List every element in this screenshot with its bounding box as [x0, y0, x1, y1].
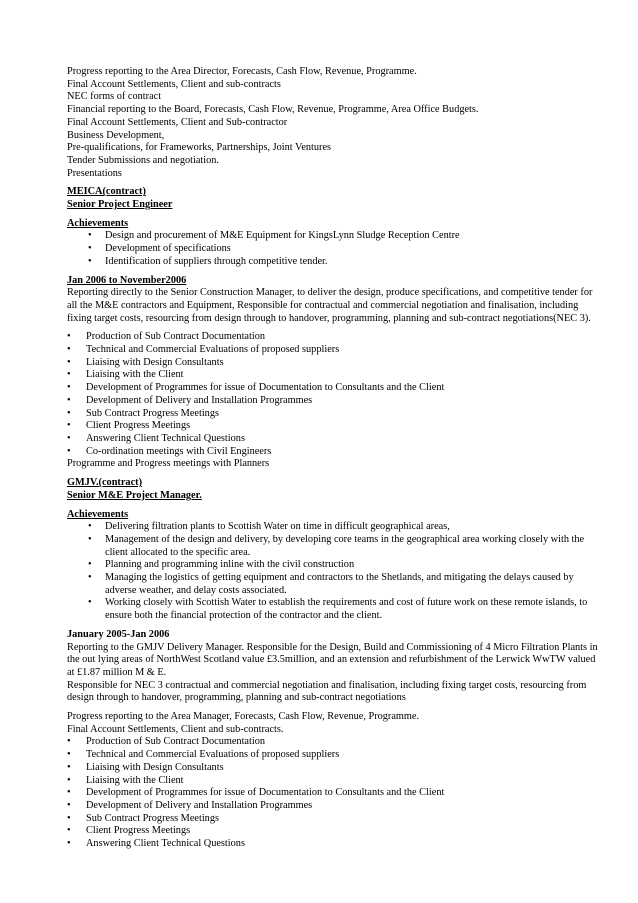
intro-line: Presentations: [67, 167, 122, 179]
list-item: • Answering Client Technical Questions: [67, 433, 577, 446]
paragraph-line: Reporting to the GMJV Delivery Manager. Responsible for the Design, Build and Commissioning of 4 Micro Filtration Plants in: [67, 641, 598, 653]
list-item: • Development of Delivery and Installation Programmes: [67, 800, 577, 813]
list-item: • Liaising with the Client: [67, 775, 577, 788]
list-item-line: client allocated to the specific area.: [105, 546, 251, 558]
paragraph-line: the out lying areas of NorthWest Scotland value £3.5million, and an extension and refurbishment of the Lerwick WwTW valued: [67, 654, 596, 666]
paragraph-line: at £1.87 million M & E.: [67, 666, 167, 678]
job-title: Senior Project Engineer: [67, 199, 173, 211]
list-item: [67, 597, 588, 622]
list-item: • Liaising with the Client: [67, 369, 577, 382]
list-item: [67, 559, 577, 572]
period-heading: January 2005-Jan 2006: [67, 628, 170, 640]
intro-line: Business Development,: [67, 129, 165, 141]
intro-line: NEC forms of contract: [67, 91, 162, 103]
list-item: • Liaising with Design Consultants: [67, 357, 577, 370]
list-item: • Development of Delivery and Installation Programmes: [67, 395, 577, 408]
list-item: • Answering Client Technical Questions: [67, 838, 577, 851]
jan2005-section: [67, 628, 598, 851]
paragraph-line: fixing target costs, resourcing from design through to handover, programming, planning and sub-contract negotiations(NEC 3).: [67, 312, 591, 324]
list-item: • Design and procurement of M&E Equipment for KingsLynn Sludge Reception Centre: [67, 230, 577, 243]
intro-line: Financial reporting to the Board, Forecasts, Cash Flow, Revenue, Programme, Area Office Budgets.: [67, 104, 479, 116]
achievements-list: [67, 230, 577, 268]
list-item: • Client Progress Meetings: [67, 825, 577, 838]
intro-section: [67, 66, 577, 180]
jan2006-section: [67, 274, 593, 472]
list-item-line: • Working closely with Scottish Water to establish the requirements and cost of future work on these remote islands, to: [105, 597, 588, 609]
paragraph-line: design through to handover, programming, planning and sub-contract negotiations: [67, 692, 406, 704]
duties-list: [67, 331, 577, 458]
list-item: • Production of Sub Contract Documentation: [67, 331, 577, 344]
closing-line: Programme and Progress meetings with Planners: [67, 458, 270, 470]
list-item: • Development of Programmes for issue of Documentation to Consultants and the Client: [67, 787, 577, 800]
list-item: • Sub Contract Progress Meetings: [67, 813, 577, 826]
list-item: • Production of Sub Contract Documentation: [67, 736, 577, 749]
list-item: • Identification of suppliers through competitive tender.: [67, 256, 577, 269]
meica-section: [67, 186, 577, 268]
paragraph-line: Responsible for NEC 3 contractual and commercial negotiation and finalisation, including fixing target costs, resourcing from: [67, 679, 587, 691]
intro-line: Progress reporting to the Area Director, Forecasts, Cash Flow, Revenue, Programme.: [67, 66, 417, 77]
job-title: Senior M&E Project Manager.: [67, 489, 202, 501]
list-item: • Co-ordination meetings with Civil Engineers: [67, 446, 577, 459]
list-item: • Development of Programmes for issue of Documentation to Consultants and the Client: [67, 382, 577, 395]
list-item-line: adverse weather, and delay costs associated.: [105, 584, 287, 596]
achievements-heading: Achievements: [67, 217, 129, 229]
list-item-line: • Delivering filtration plants to Scottish Water on time in difficult geographical areas,: [105, 521, 450, 533]
list-item-line: • Planning and programming inline with the civil construction: [105, 559, 355, 571]
intro-line: Pre-qualifications, for Frameworks, Partnerships, Joint Ventures: [67, 142, 332, 154]
list-item-line: • Managing the logistics of getting equipment and contractors to the Shetlands, and mitigating the delays caused by: [105, 572, 574, 584]
paragraph-line: Final Account Settlements, Client and sub-contracts.: [67, 723, 284, 735]
list-item: [67, 521, 577, 534]
document-page: [67, 66, 598, 851]
list-item: • Technical and Commercial Evaluations of proposed suppliers: [67, 344, 577, 357]
duties-list: [67, 736, 577, 850]
intro-line: Tender Submissions and negotiation.: [67, 154, 219, 166]
list-item: • Technical and Commercial Evaluations of proposed suppliers: [67, 749, 577, 762]
intro-line: Final Account Settlements, Client and Sub-contractor: [67, 116, 288, 128]
list-item: [67, 572, 577, 597]
paragraph-line: Reporting directly to the Senior Construction Manager, to deliver the design, produce specifications, and competitive tender for: [67, 287, 593, 299]
list-item: [67, 533, 585, 559]
period-heading: Jan 2006 to November2006: [67, 274, 187, 286]
achievements-list: [67, 521, 588, 623]
paragraph-line: all the M&E contractors and Equipment, Responsible for contractual and commercial negotiation and finalisation, including: [67, 299, 579, 311]
company-name: GMJV.(contract): [67, 477, 143, 489]
achievements-heading: Achievements: [67, 508, 129, 520]
company-name: MEICA(contract): [67, 186, 146, 198]
list-item: • Liaising with Design Consultants: [67, 762, 577, 775]
list-item: • Development of specifications: [67, 243, 577, 256]
gmjv-section: [67, 477, 588, 623]
list-item-line: • Management of the design and delivery, by developing core teams in the geographical area working closely with the: [105, 533, 585, 545]
paragraph-line: Progress reporting to the Area Manager, Forecasts, Cash Flow, Revenue, Programme.: [67, 711, 420, 723]
list-item: • Sub Contract Progress Meetings: [67, 408, 577, 421]
list-item-line: ensure both the financial protection of the contractor and the client.: [105, 610, 383, 622]
list-item: • Client Progress Meetings: [67, 420, 577, 433]
intro-line: Final Account Settlements, Client and sub-contracts: [67, 78, 281, 90]
